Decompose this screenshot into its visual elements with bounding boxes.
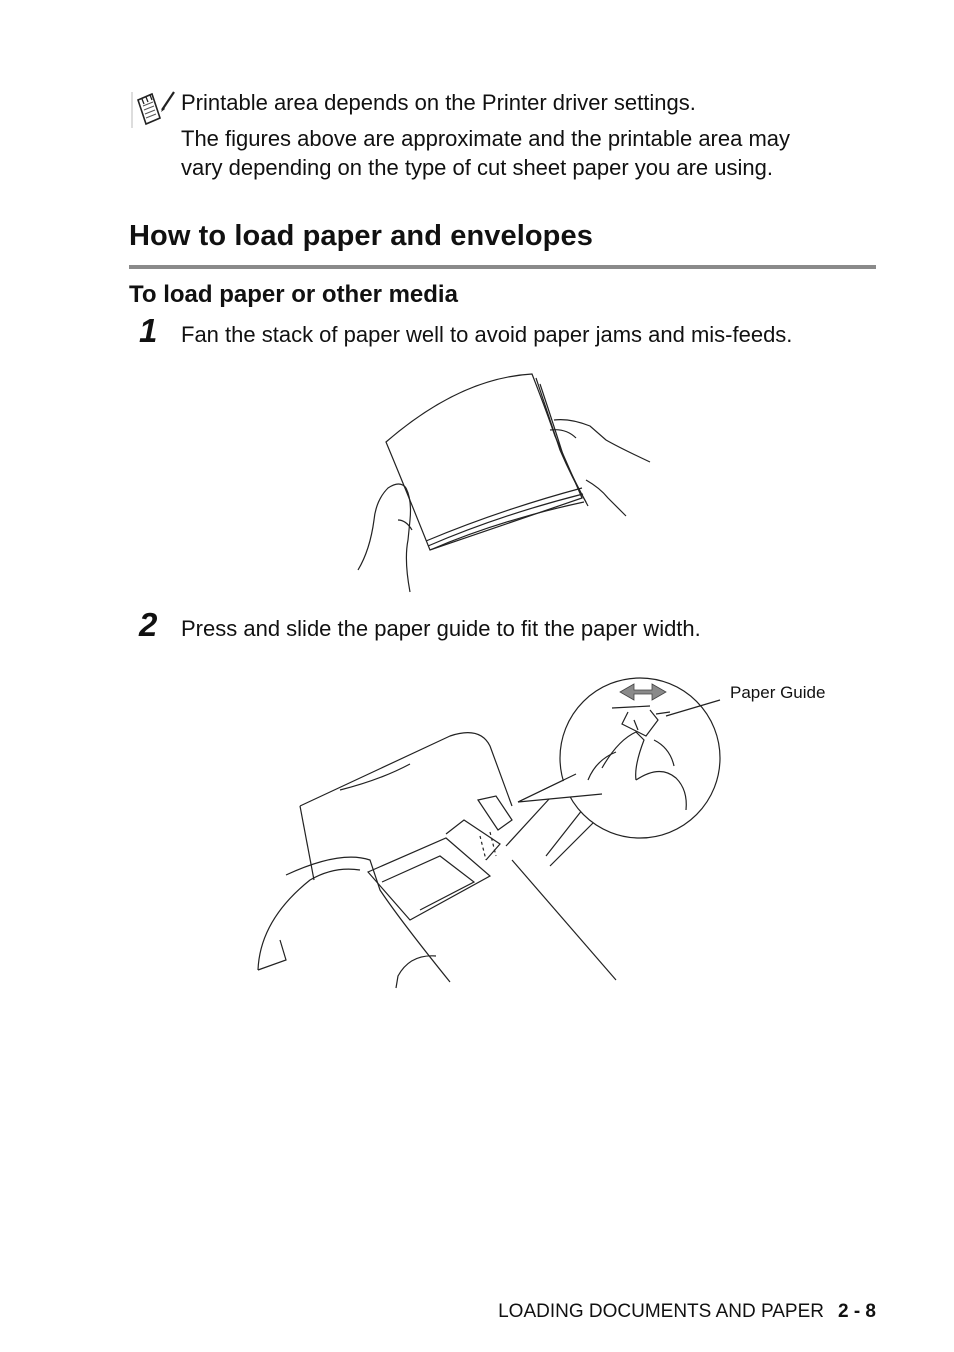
footer-page-number: 2 - 8 [837, 1301, 876, 1322]
paper-guide-illustration [250, 670, 730, 990]
step-2-number: 2 [139, 606, 158, 643]
step-1-number: 1 [139, 312, 158, 349]
note-line-3: vary depending on the type of cut sheet paper you are using. [181, 155, 773, 180]
note-line-2: The figures above are approximate and the printable area may [181, 126, 791, 151]
section-title: How to load paper and envelopes [129, 220, 593, 252]
footer-chapter: LOADING DOCUMENTS AND PAPER [498, 1301, 824, 1322]
subsection-title: To load paper or other media [129, 281, 458, 308]
section-rule [129, 265, 876, 269]
step-1-text: Fan the stack of paper well to avoid paper jams and mis-feeds. [181, 322, 793, 347]
paper-guide-label: Paper Guide [730, 683, 826, 702]
note-line-1: Printable area depends on the Printer driver settings. [181, 90, 696, 115]
page-footer [498, 1301, 876, 1323]
step-2-text: Press and slide the paper guide to fit the paper width. [181, 616, 701, 641]
fan-paper-illustration [350, 370, 660, 600]
note-pad-icon [130, 90, 176, 132]
